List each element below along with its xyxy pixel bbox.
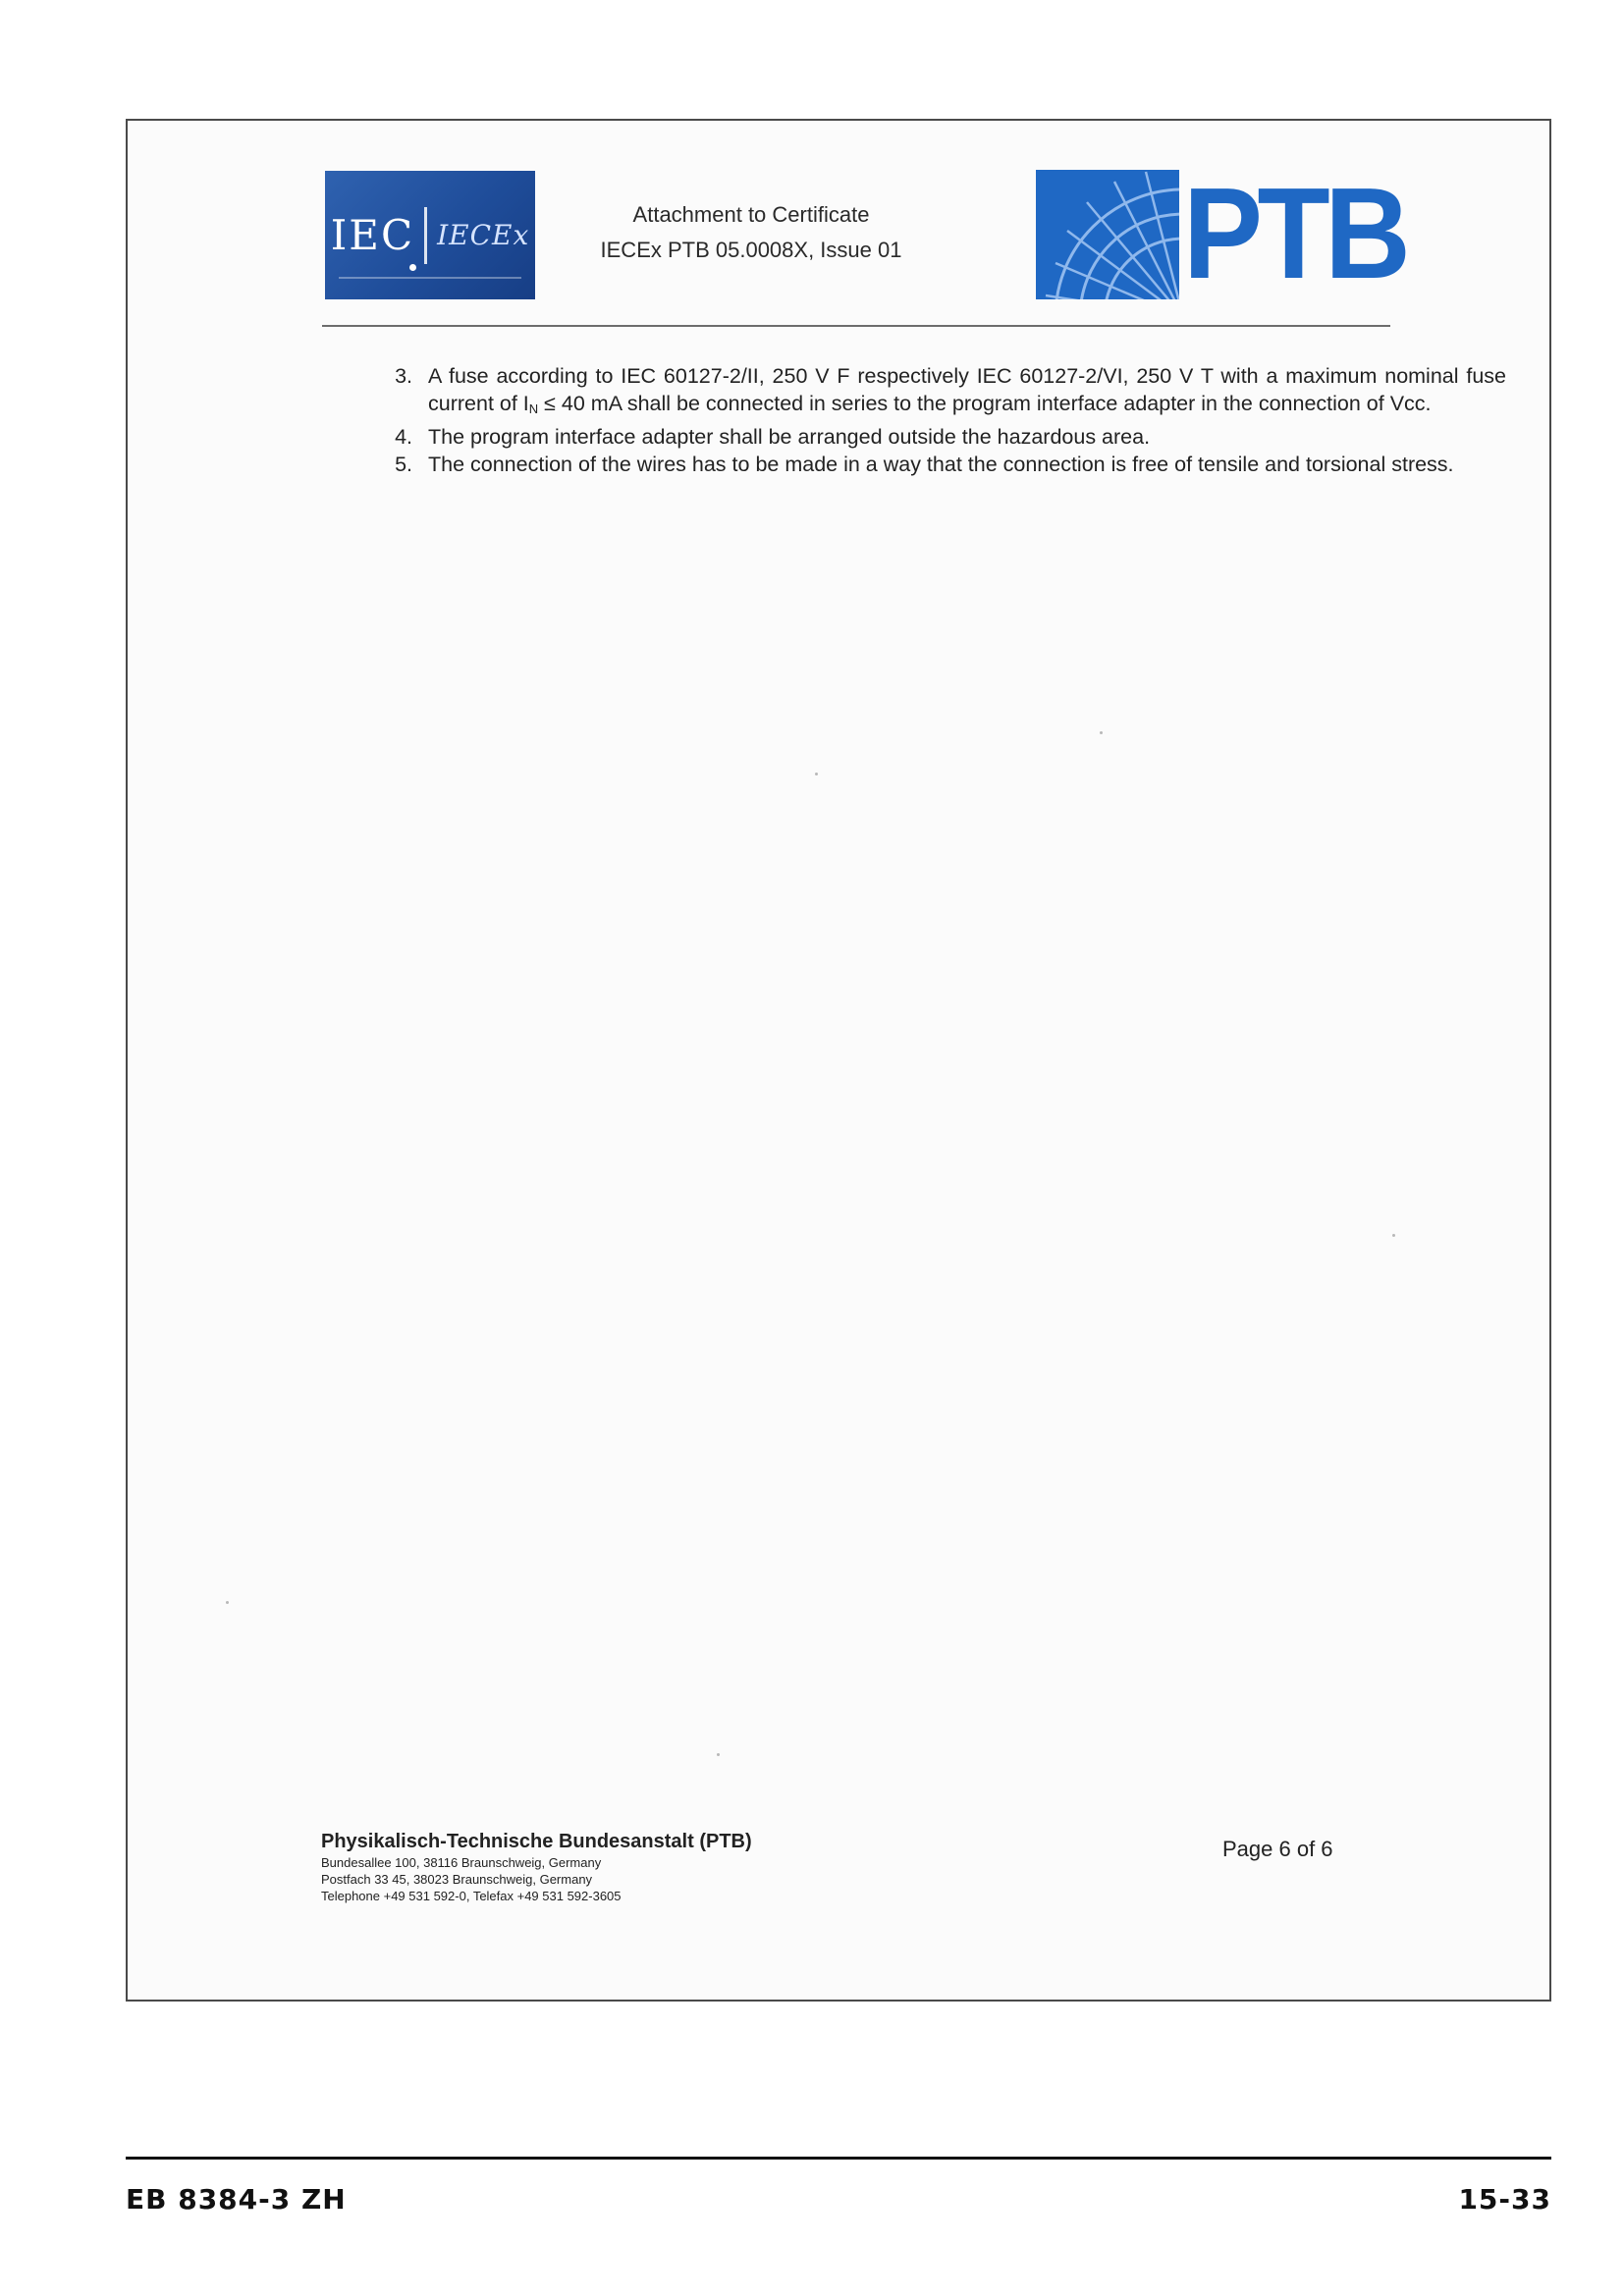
logo-divider [424, 207, 427, 264]
certificate-header [589, 197, 913, 268]
condition-text: The program interface adapter shall be arranged outside the hazardous area. [428, 425, 1151, 449]
certificate-footer [321, 1829, 910, 1904]
header-certificate-number: IECEx PTB 05.0008X, Issue 01 [600, 238, 902, 262]
header-divider [322, 325, 1390, 327]
condition-number: 5. [395, 453, 412, 476]
certificate-page-indicator: Page 6 of 6 [1222, 1837, 1333, 1861]
condition-subscript: N [528, 401, 539, 416]
ptb-logo [1036, 161, 1406, 305]
header-title: Attachment to Certificate [632, 202, 870, 227]
logo-dot [409, 264, 416, 271]
scan-speck [226, 1601, 229, 1604]
document-page-number: 15-33 [1458, 2183, 1551, 2216]
scan-speck [815, 773, 818, 775]
footer-postbox-line: Postfach 33 45, 38023 Braunschweig, Germany [321, 1872, 593, 1887]
footer-address-line: Bundesallee 100, 38116 Braunschweig, Germany [321, 1855, 602, 1870]
document-footer-rule [126, 2157, 1551, 2160]
condition-item [373, 451, 1506, 478]
condition-number: 4. [395, 425, 412, 449]
iec-iecex-logo [325, 171, 535, 299]
condition-text: A fuse according to IEC 60127-2/II, 250 V F respectively IEC 60127-2/VI, 250 V T with a maximum nominal fuse current of I [428, 364, 1506, 415]
condition-number: 3. [395, 364, 412, 388]
condition-text-continued: ≤ 40 mA shall be connected in series to the program interface adapter in the connection of Vcc. [538, 392, 1432, 415]
footer-organization: Physikalisch-Technische Bundesanstalt (PTB) [321, 1831, 752, 1852]
scan-speck [1392, 1234, 1395, 1237]
certificate-scan [126, 119, 1551, 2002]
condition-item [373, 423, 1506, 451]
logo-line [339, 277, 521, 279]
conditions-list [373, 362, 1506, 478]
condition-item [373, 362, 1506, 423]
footer-contact-line: Telephone +49 531 592-0, Telefax +49 531 592-3605 [321, 1889, 622, 1903]
iec-logo-text: IEC [330, 211, 415, 259]
scan-speck [1100, 731, 1103, 734]
iecex-logo-text: IECEx [437, 219, 530, 251]
ptb-logo-text: PTB [1183, 161, 1406, 305]
document-id: EB 8384-3 ZH [126, 2183, 347, 2216]
condition-text: The connection of the wires has to be made in a way that the connection is free of tensile and torsional stress. [428, 453, 1454, 476]
ptb-emblem-icon [1036, 170, 1179, 299]
scan-speck [717, 1753, 720, 1756]
